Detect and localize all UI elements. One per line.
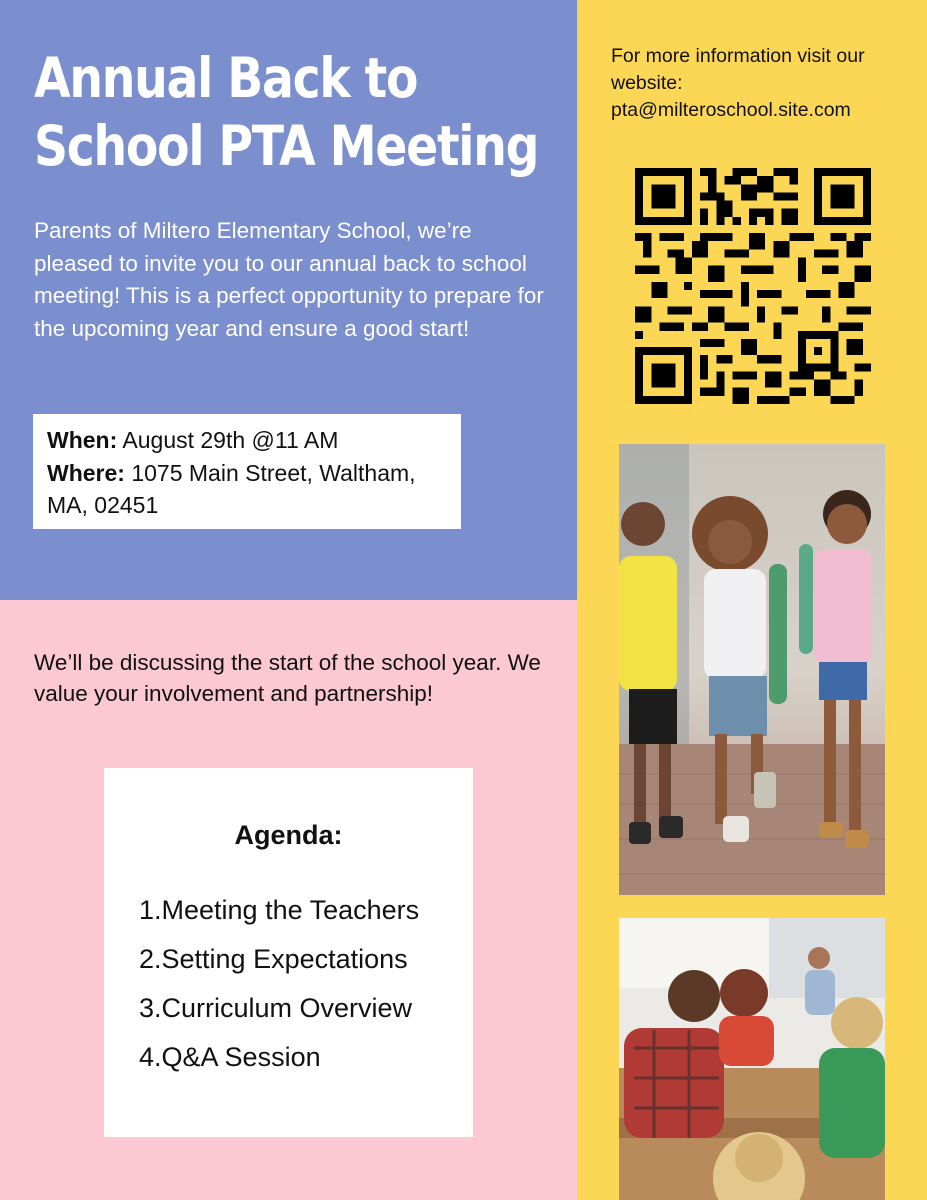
discussion-text: We’ll be discussing the start of the school year. We value your involvement and partnership! (34, 650, 541, 706)
contact-info (611, 43, 911, 124)
contact-line: For more information visit our website: (611, 45, 865, 94)
intro-text: Parents of Miltero Elementary School, we’re pleased to invite you to our annual back to school meeting! This is a perfect opportunity to prepare for the upcoming year and ensure a good start! (34, 218, 544, 341)
agenda-title: Agenda: (234, 820, 343, 850)
when-label: When: (47, 427, 118, 453)
when-value: August 29th @11 AM (122, 427, 339, 453)
title-line-2: School PTA Meeting (34, 114, 539, 178)
agenda-item: 4.Q&A Session (139, 1042, 321, 1072)
agenda-item: 3.Curriculum Overview (139, 993, 413, 1023)
where-row (47, 457, 449, 522)
qr-code-icon[interactable] (635, 168, 871, 404)
classroom-photo (619, 918, 885, 1200)
title-line-1: Annual Back to (34, 46, 418, 110)
event-details-box (33, 414, 461, 529)
where-label: Where: (47, 459, 125, 486)
where-value: 1075 Main Street, Waltham, MA, 02451 (47, 459, 416, 518)
when-row (47, 424, 449, 457)
contact-email[interactable]: pta@milteroschool.site.com (611, 99, 851, 121)
page-title (34, 44, 539, 180)
blue-panel (0, 0, 577, 600)
children-walking-photo (619, 444, 885, 895)
agenda-box (104, 768, 473, 1137)
agenda-list (139, 886, 419, 1082)
agenda-item: 1.Meeting the Teachers (139, 895, 420, 925)
agenda-item: 2.Setting Expectations (139, 944, 408, 974)
